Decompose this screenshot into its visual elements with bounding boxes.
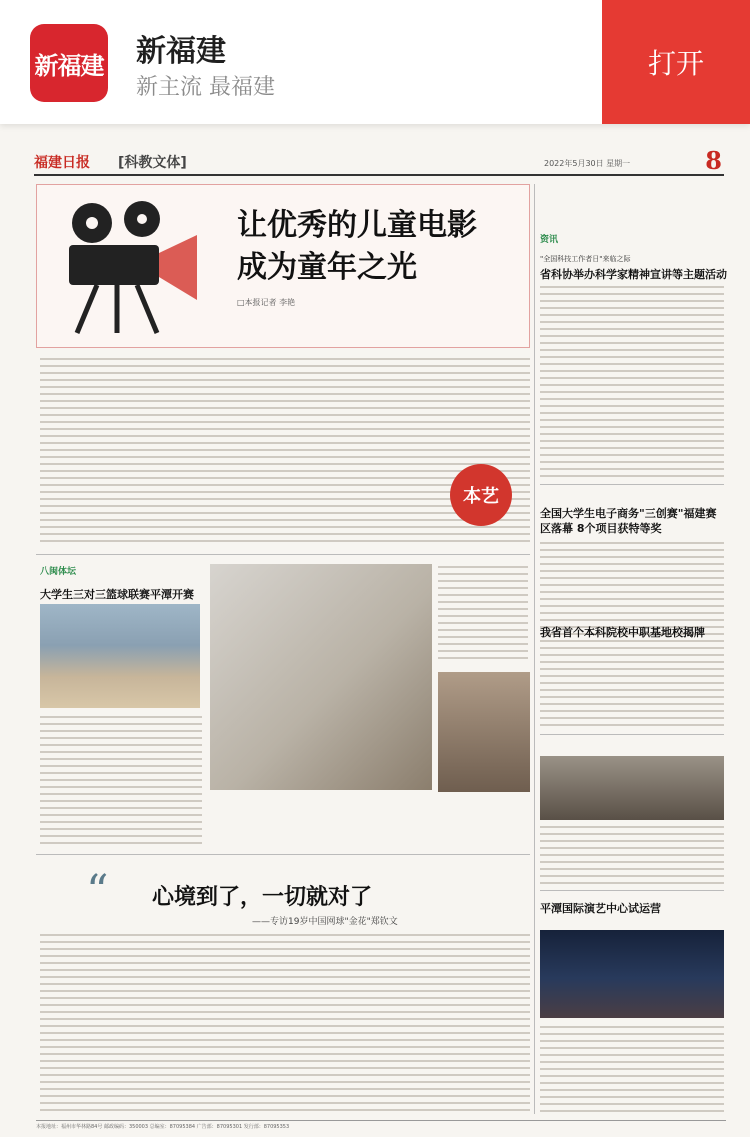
masthead [34,146,724,176]
app-name: 新福建 [136,34,226,69]
sidebar-item3-title[interactable]: 我省首个本科院校中职基地校揭牌 [540,626,705,639]
expo-photo [540,756,724,820]
sidebar-item2-title[interactable]: 全国大学生电子商务"三创赛"福建赛区落幕 8个项目获特等奖 [540,507,717,535]
photo-caption-text [438,564,528,664]
section-rule [540,890,724,891]
sidebar-item1-title[interactable]: 省科协举办科学家精神宣讲等主题活动 [540,268,727,281]
open-app-button[interactable]: 打开 [602,0,750,124]
lead-byline: □本报记者 李艳 [237,298,296,307]
interview-text-columns [40,932,530,1114]
audience-photo [438,672,530,792]
sports-text [40,714,202,846]
lead-headline-block[interactable] [36,184,530,348]
footer-info: 本报地址：福州市华林路84号 邮政编码：350003 总编室：87095384 广告部：87095301 发行部：87095353 [36,1120,726,1130]
paper-name: 福建日报 [34,155,90,171]
section-rule [540,734,724,735]
sidebar-item4-title[interactable]: 平潭国际演艺中心试运营 [540,902,661,915]
app-logo[interactable]: 新福建 [30,24,108,102]
sidebar-item1-text [540,284,724,478]
basketball-photo [40,604,200,708]
newspaper-page[interactable] [0,124,750,1137]
theater-night-photo [540,930,724,1018]
lead-headline-line2: 成为童年之光 [237,250,417,285]
section-name: [科教文体] [118,155,187,171]
film-projector-icon [47,195,197,335]
app-banner [0,0,750,124]
quote-icon: “ [86,866,109,917]
page-number: 8 [705,146,722,175]
sidebar-item1-kicker: "全国科技工作者日"来临之际 [540,255,631,263]
section-stamp: 本艺 [450,464,512,526]
section-rule [540,484,724,485]
news-tag: 资讯 [540,235,559,245]
interview-subtitle: ——专访19岁中国网球"金花"郑钦文 [252,917,398,927]
sports-headline[interactable]: 大学生三对三篮球联赛平潭开赛 [40,588,194,601]
sports-tag: 八闽体坛 [40,567,77,577]
issue-date: 2022年5月30日 星期一 [544,159,631,168]
lead-headline-line1: 让优秀的儿童电影 [237,208,477,243]
child-film-photo [210,564,432,790]
section-rule [36,854,530,855]
column-rule [534,184,535,1114]
sidebar-item3-text [540,824,724,884]
section-rule [36,554,530,555]
lead-headline [237,205,477,289]
interview-headline[interactable]: 心境到了，一切就对了 [152,885,373,910]
article-text-columns [40,356,530,546]
sidebar-item4-text [540,1024,724,1114]
app-slogan: 新主流 最福建 [136,75,275,100]
